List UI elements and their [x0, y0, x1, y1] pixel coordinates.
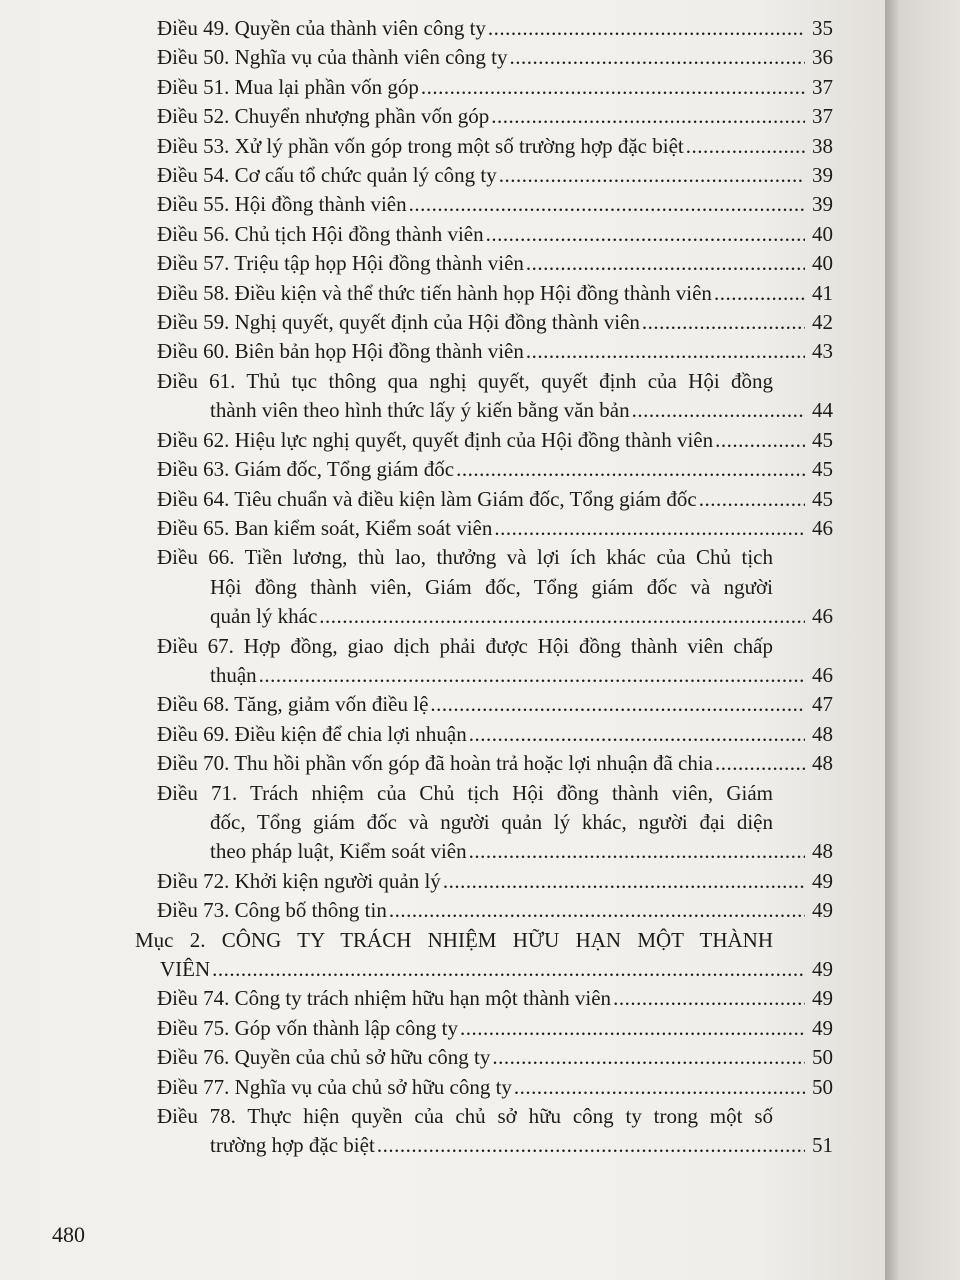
toc-entry-title: Điều 78. Thực hiện quyền của chủ sở hữu công ty trong một số: [157, 1104, 773, 1129]
toc-entry-title: Điều 70. Thu hồi phần vốn góp đã hoàn trả hoặc lợi nhuận đã chia: [157, 751, 713, 776]
toc-entry-title: Điều 53. Xử lý phần vốn góp trong một số trường hợp đặc biệt: [157, 133, 684, 158]
dot-leader: [319, 602, 805, 631]
toc-page-number: 50: [812, 1074, 833, 1099]
toc-page-number: 46: [812, 604, 833, 629]
dot-leader: [510, 43, 806, 72]
dot-leader: [456, 455, 805, 484]
dot-leader: [715, 426, 805, 455]
toc-page-number: 43: [812, 339, 833, 364]
toc-page-number: 48: [812, 721, 833, 746]
dot-leader: [491, 102, 805, 131]
toc-entry-title: Điều 51. Mua lại phần vốn góp: [157, 74, 419, 99]
dot-leader: [613, 984, 805, 1013]
toc-entry: [0, 102, 885, 131]
toc-entry-title: Điều 72. Khởi kiện người quản lý: [157, 868, 441, 893]
dot-leader: [632, 396, 805, 425]
toc-page-number: 41: [812, 280, 833, 305]
toc-entry: [0, 1073, 885, 1102]
toc-page-number: 47: [812, 692, 833, 717]
toc-page-number: 49: [812, 898, 833, 923]
toc-entry: [0, 14, 885, 43]
toc-entry-title: Điều 55. Hội đồng thành viên: [157, 192, 407, 217]
table-of-contents: [0, 14, 885, 1161]
toc-entry-title: Điều 52. Chuyển nhượng phần vốn góp: [157, 104, 490, 129]
toc-page-number: 38: [812, 133, 833, 158]
toc-page-number: 45: [812, 427, 833, 452]
toc-entry: [0, 867, 885, 896]
toc-entry: [0, 720, 885, 749]
toc-entry-title-cont: quản lý khác: [210, 604, 318, 629]
toc-page-number: 40: [812, 251, 833, 276]
toc-entry-title: Điều 59. Nghị quyết, quyết định của Hội đồng thành viên: [157, 310, 640, 335]
toc-entry: [0, 220, 885, 249]
dot-leader: [494, 514, 805, 543]
toc-entry: [0, 308, 885, 337]
toc-entry-title: Điều 61. Thủ tục thông qua nghị quyết, quyết định của Hội đồng: [157, 368, 773, 393]
toc-entry: [0, 132, 885, 161]
dot-leader: [212, 955, 805, 984]
toc-page-number: 44: [812, 398, 833, 423]
toc-entry-title: Điều 76. Quyền của chủ sở hữu công ty: [157, 1045, 491, 1070]
toc-entry-title: Điều 75. Góp vốn thành lập công ty: [157, 1015, 458, 1040]
toc-entry-title: Điều 62. Hiệu lực nghị quyết, quyết định của Hội đồng thành viên: [157, 427, 714, 452]
toc-entry: [0, 1102, 885, 1161]
toc-entry: [0, 779, 885, 867]
toc-entry: [0, 543, 885, 631]
toc-entry: [0, 367, 885, 426]
toc-entry-title: Điều 57. Triệu tập họp Hội đồng thành viên: [157, 251, 524, 276]
toc-entry: [0, 161, 885, 190]
toc-page-number: 49: [812, 1015, 833, 1040]
dot-leader: [686, 132, 805, 161]
dot-leader: [377, 1131, 805, 1160]
toc-entry-title: Điều 66. Tiền lương, thù lao, thưởng và lợi ích khác của Chủ tịch: [157, 545, 773, 570]
toc-page-number: 48: [812, 839, 833, 864]
toc-entry-title: Điều 56. Chủ tịch Hội đồng thành viên: [157, 221, 484, 246]
toc-entry-title-cont: VIÊN: [160, 957, 211, 981]
toc-entry: [0, 426, 885, 455]
toc-entry: [0, 984, 885, 1013]
toc-entry-title: Điều 58. Điều kiện và thể thức tiến hành họp Hội đồng thành viên: [157, 280, 712, 305]
toc-entry: [0, 190, 885, 219]
toc-entry-title: Điều 65. Ban kiểm soát, Kiểm soát viên: [157, 515, 493, 540]
toc-page-number: 37: [812, 104, 833, 129]
toc-entry: [0, 632, 885, 691]
dot-leader: [715, 749, 805, 778]
toc-entry-title: Điều 67. Hợp đồng, giao dịch phải được Hội đồng thành viên chấp: [157, 633, 773, 658]
page-number: 480: [52, 1222, 85, 1247]
toc-page-number: 39: [812, 192, 833, 217]
toc-page-number: 35: [812, 16, 833, 40]
toc-entry-title: Điều 49. Quyền của thành viên công ty: [157, 16, 486, 40]
toc-entry-title: Điều 64. Tiêu chuẩn và điều kiện làm Giám đốc, Tổng giám đốc: [157, 486, 697, 511]
toc-entry: [0, 249, 885, 278]
toc-entry: [0, 749, 885, 778]
toc-entry-title: Điều 69. Điều kiện để chia lợi nhuận: [157, 721, 467, 746]
dot-leader: [409, 190, 805, 219]
toc-page-number: 42: [812, 310, 833, 335]
toc-entry: [0, 1043, 885, 1072]
toc-entry: [0, 73, 885, 102]
toc-entry-title: Điều 74. Công ty trách nhiệm hữu hạn một thành viên: [157, 986, 612, 1011]
dot-leader: [492, 1043, 805, 1072]
dot-leader: [469, 720, 805, 749]
toc-entry-title-cont: Hội đồng thành viên, Giám đốc, Tổng giám đốc và người: [210, 574, 773, 599]
toc-entry-title-cont: thành viên theo hình thức lấy ý kiến bằng văn bản: [210, 398, 630, 423]
toc-entry: [0, 926, 885, 985]
dot-leader: [526, 337, 805, 366]
dot-leader: [714, 279, 805, 308]
toc-page-number: 36: [812, 45, 833, 70]
toc-page-number: 49: [812, 986, 833, 1011]
toc-entry-title-cont: trường hợp đặc biệt: [210, 1133, 375, 1158]
toc-entry-title-cont: theo pháp luật, Kiểm soát viên: [210, 839, 467, 864]
toc-entry: [0, 690, 885, 719]
toc-page-number: 49: [812, 868, 833, 893]
dot-leader: [469, 837, 805, 866]
dot-leader: [430, 690, 805, 719]
dot-leader: [488, 14, 805, 43]
toc-entry-title: Điều 54. Cơ cấu tổ chức quản lý công ty: [157, 163, 497, 188]
toc-entry: [0, 1014, 885, 1043]
dot-leader: [642, 308, 805, 337]
toc-entry: [0, 337, 885, 366]
dot-leader: [389, 896, 805, 925]
dot-leader: [460, 1014, 805, 1043]
toc-entry-title: Điều 50. Nghĩa vụ của thành viên công ty: [157, 45, 508, 70]
toc-entry-title: Điều 63. Giám đốc, Tổng giám đốc: [157, 457, 455, 482]
toc-page-number: 46: [812, 515, 833, 540]
toc-entry-title-cont: thuận: [210, 662, 257, 687]
toc-page-number: 49: [812, 957, 833, 981]
toc-entry-title: Điều 71. Trách nhiệm của Chủ tịch Hội đồng thành viên, Giám: [157, 780, 773, 805]
toc-entry: [0, 279, 885, 308]
toc-entry-title: Điều 73. Công bố thông tin: [157, 898, 387, 923]
toc-page-number: 46: [812, 662, 833, 687]
toc-entry: [0, 43, 885, 72]
toc-entry-title: Mục 2. CÔNG TY TRÁCH NHIỆM HỮU HẠN MỘT THÀNH: [135, 927, 773, 952]
toc-entry-title-cont: đốc, Tổng giám đốc và người quản lý khác, người đại diện: [210, 809, 773, 834]
toc-entry: [0, 514, 885, 543]
toc-page-number: 45: [812, 457, 833, 482]
dot-leader: [499, 161, 805, 190]
toc-page-number: 37: [812, 74, 833, 99]
toc-entry-title: Điều 68. Tăng, giảm vốn điều lệ: [157, 692, 429, 717]
dot-leader: [443, 867, 805, 896]
dot-leader: [699, 485, 805, 514]
toc-page-number: 48: [812, 751, 833, 776]
toc-entry: [0, 485, 885, 514]
toc-page-number: 51: [812, 1133, 833, 1158]
dot-leader: [259, 661, 805, 690]
toc-entry-title: Điều 77. Nghĩa vụ của chủ sở hữu công ty: [157, 1074, 512, 1099]
toc-entry: [0, 896, 885, 925]
dot-leader: [486, 220, 805, 249]
dot-leader: [421, 73, 805, 102]
toc-page-number: 40: [812, 221, 833, 246]
facing-page-edge: [885, 0, 960, 1280]
toc-page-number: 39: [812, 163, 833, 188]
dot-leader: [514, 1073, 805, 1102]
dot-leader: [526, 249, 805, 278]
toc-entry: [0, 455, 885, 484]
toc-entry-title: Điều 60. Biên bản họp Hội đồng thành viên: [157, 339, 524, 364]
toc-page-number: 45: [812, 486, 833, 511]
toc-page-number: 50: [812, 1045, 833, 1070]
